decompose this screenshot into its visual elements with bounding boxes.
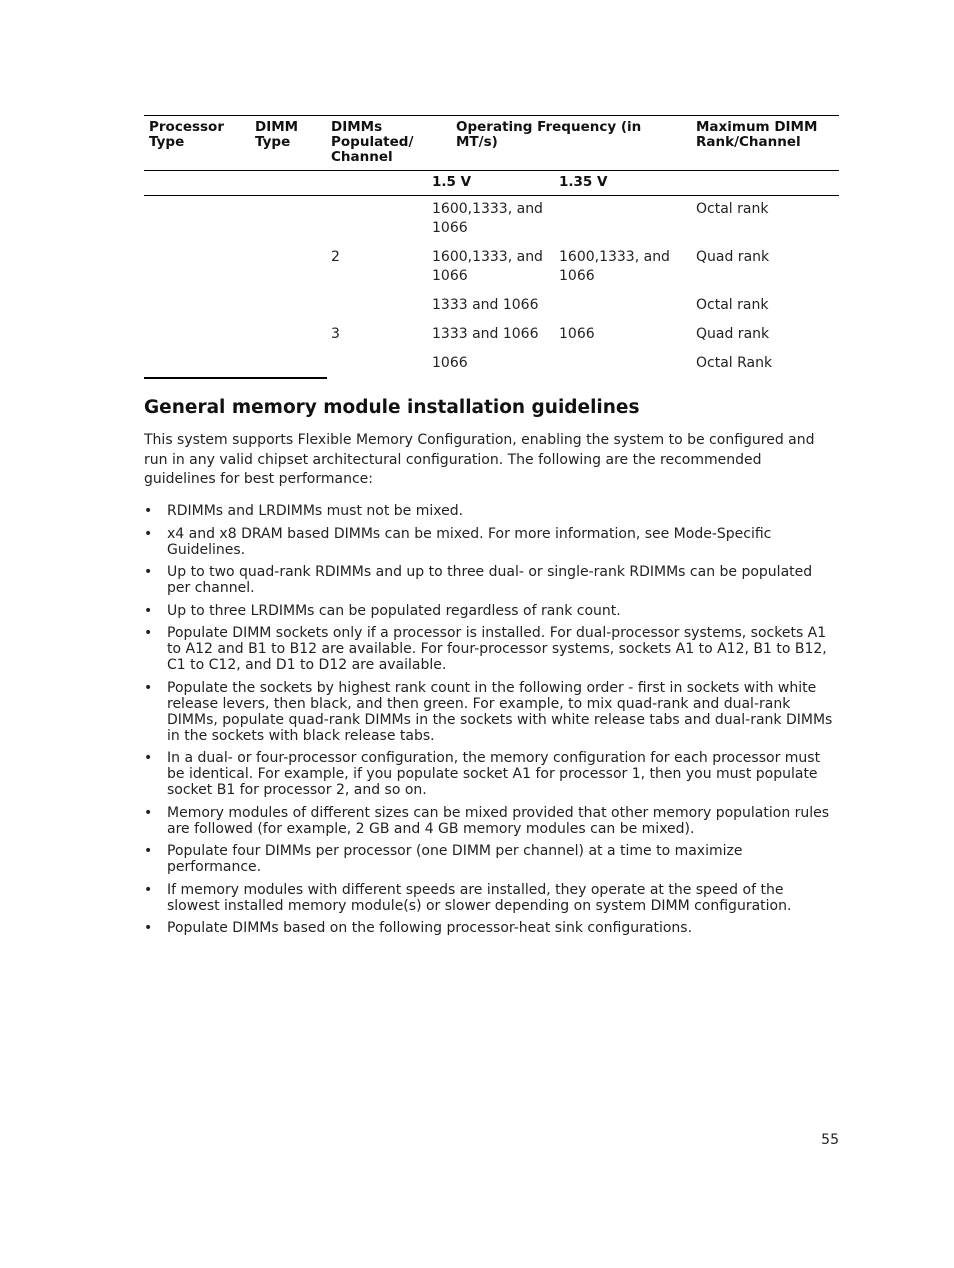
list-item xyxy=(144,920,839,936)
table-cell-v15: 1600,1333, and 1066 xyxy=(432,201,543,236)
table-cell-v15: 1333 and 1066 xyxy=(432,297,539,313)
table-cell-rank: Quad rank xyxy=(696,326,770,342)
table-top-rule xyxy=(144,115,839,116)
table-cell-rank: Octal Rank xyxy=(696,355,773,371)
page-number: 55 xyxy=(821,1132,839,1148)
table-cell-v135: 1066 xyxy=(559,326,595,342)
list-item xyxy=(144,564,839,596)
table-bottom-rule xyxy=(144,377,327,379)
section-heading: General memory module installation guidelines xyxy=(144,397,640,418)
table-cell-rank: Octal rank xyxy=(696,297,769,313)
intro-paragraph: This system supports Flexible Memory Configuration, enabling the system to be configured and run in any valid chipset architectural configuration. The following are the recommended guidelines for best performance: xyxy=(144,432,815,487)
list-item-text: Populate four DIMMs per processor (one DIMM per channel) at a time to maximize performance. xyxy=(167,843,743,875)
bullet-icon: • xyxy=(144,525,153,542)
list-item xyxy=(144,526,839,558)
table-cell-v15: 1066 xyxy=(432,355,468,371)
guidelines-list xyxy=(144,503,839,943)
list-item-text: RDIMMs and LRDIMMs must not be mixed. xyxy=(167,503,464,519)
list-item xyxy=(144,805,839,837)
bullet-icon: • xyxy=(144,503,153,519)
table-cell-dimms: 2 xyxy=(331,249,340,265)
list-item-text: In a dual- or four-processor configuration, the memory configuration for each processor must be identical. For example, if you populate socket A1 for processor 1, then you must populate socket B1 for processor 2, and so on. xyxy=(167,750,821,798)
header-dimms-populated: DIMMs Populated/ Channel xyxy=(331,119,414,165)
table-cell-v15: 1333 and 1066 xyxy=(432,326,539,342)
table-cell-dimms: 3 xyxy=(331,326,340,342)
table-cell-rank: Quad rank xyxy=(696,249,770,265)
bullet-icon: • xyxy=(144,625,153,641)
bullet-icon: • xyxy=(144,843,153,859)
list-item-text: Populate DIMMs based on the following processor-heat sink configurations. xyxy=(167,920,693,936)
bullet-icon: • xyxy=(144,679,153,696)
header-dimm-type: DIMM Type xyxy=(255,119,299,150)
list-item xyxy=(144,882,839,914)
bullet-icon: • xyxy=(144,602,153,619)
list-item-text: Up to two quad-rank RDIMMs and up to three dual- or single-rank RDIMMs can be populated per channel. xyxy=(167,564,813,596)
list-item-text: Up to three LRDIMMs can be populated regardless of rank count. xyxy=(167,602,621,619)
header-voltage-1-35: 1.35 V xyxy=(559,174,608,190)
list-item-text: If memory modules with different speeds are installed, they operate at the speed of the slowest installed memory module(s) or slower depending on system DIMM configuration. xyxy=(167,881,792,914)
table-cell-v135: 1600,1333, and 1066 xyxy=(559,249,670,284)
list-item xyxy=(144,503,839,519)
list-item xyxy=(144,680,839,744)
subheader-rule xyxy=(144,195,839,196)
list-item-text: Populate DIMM sockets only if a processor is installed. For dual-processor systems, sockets A1 to A12 and B1 to B12 are available. For four-processor systems, sockets A1 to A12, B1 to B12, C1 to C12, and D1 to D12 are available. xyxy=(167,625,827,673)
list-item xyxy=(144,843,839,875)
bullet-icon: • xyxy=(144,750,153,766)
header-operating-frequency: Operating Frequency (in MT/s) xyxy=(456,119,642,150)
bullet-icon: • xyxy=(144,881,153,898)
bullet-icon: • xyxy=(144,564,153,580)
list-item-text: Populate the sockets by highest rank count in the following order - first in sockets with white release levers, then black, and then green. For example, to mix quad-rank and dual-rank DIMMs, populate quad-rank DIMMs in the sockets with white release tabs and dual-rank DIMMs in the sockets with black release tabs. xyxy=(167,679,833,744)
list-item xyxy=(144,625,839,673)
list-item-text: Memory modules of different sizes can be mixed provided that other memory population rules are followed (for example, 2 GB and 4 GB memory modules can be mixed). xyxy=(167,804,830,837)
bullet-icon: • xyxy=(144,920,153,936)
table-cell-v15: 1600,1333, and 1066 xyxy=(432,249,543,284)
list-item xyxy=(144,603,839,619)
bullet-icon: • xyxy=(144,804,153,821)
header-voltage-1-5: 1.5 V xyxy=(432,174,472,190)
table-cell-rank: Octal rank xyxy=(696,201,769,217)
header-max-dimm-rank: Maximum DIMM Rank/Channel xyxy=(696,119,818,150)
header-rule xyxy=(144,170,839,171)
list-item xyxy=(144,750,839,798)
list-item-text: x4 and x8 DRAM based DIMMs can be mixed. For more information, see Mode-Specific Guidelines. xyxy=(167,525,772,558)
header-processor-type: Processor Type xyxy=(149,119,224,150)
